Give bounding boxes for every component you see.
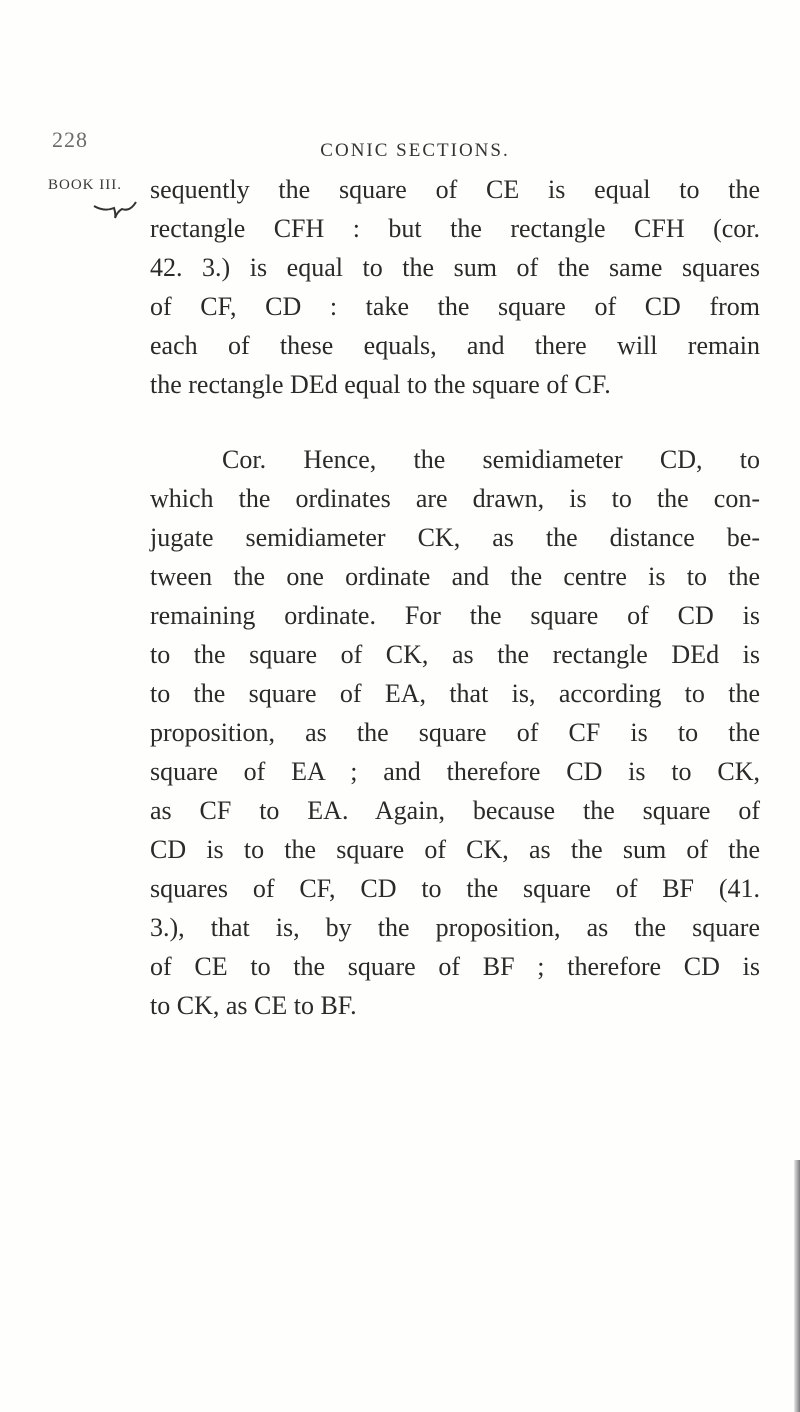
- text-line: to the square of EA, that is, according to the: [150, 679, 760, 708]
- text-line: 42. 3.) is equal to the sum of the same squares: [150, 253, 760, 282]
- text-line: of CE to the square of BF ; therefore CD is: [150, 952, 760, 981]
- text-line: which the ordinates are drawn, is to the con-: [150, 484, 760, 513]
- text-line: Cor. Hence, the semidiameter CD, to: [222, 445, 760, 474]
- brace-ornament-icon: [92, 200, 138, 220]
- text-line: 3.), that is, by the proposition, as the square: [150, 913, 760, 942]
- text-line: CD is to the square of CK, as the sum of the: [150, 835, 760, 864]
- page-edge-shadow: [794, 1160, 800, 1412]
- text-line: square of EA ; and therefore CD is to CK,: [150, 757, 760, 786]
- running-head: CONIC SECTIONS.: [320, 140, 510, 161]
- text-line: of CF, CD : take the square of CD from: [150, 292, 760, 321]
- text-line: jugate semidiameter CK, as the distance be-: [150, 523, 760, 552]
- text-line: each of these equals, and there will remain: [150, 331, 760, 360]
- body-text: [150, 170, 760, 1025]
- text-line: to CK, as CE to BF.: [150, 991, 357, 1020]
- text-line: squares of CF, CD to the square of BF (41.: [150, 874, 760, 903]
- paragraph-gap: [150, 404, 760, 440]
- text-line: the rectangle DEd equal to the square of CF.: [150, 370, 611, 399]
- text-line: rectangle CFH : but the rectangle CFH (cor.: [150, 214, 760, 243]
- text-line: tween the one ordinate and the centre is to the: [150, 562, 760, 591]
- text-line: as CF to EA. Again, because the square of: [150, 796, 760, 825]
- margin-note: BOOK III.: [48, 177, 122, 193]
- page-number: 228: [52, 127, 88, 152]
- text-line: proposition, as the square of CF is to the: [150, 718, 760, 747]
- text-line: to the square of CK, as the rectangle DEd is: [150, 640, 760, 669]
- text-line: sequently the square of CE is equal to the: [150, 175, 760, 204]
- text-line: remaining ordinate. For the square of CD is: [150, 601, 760, 630]
